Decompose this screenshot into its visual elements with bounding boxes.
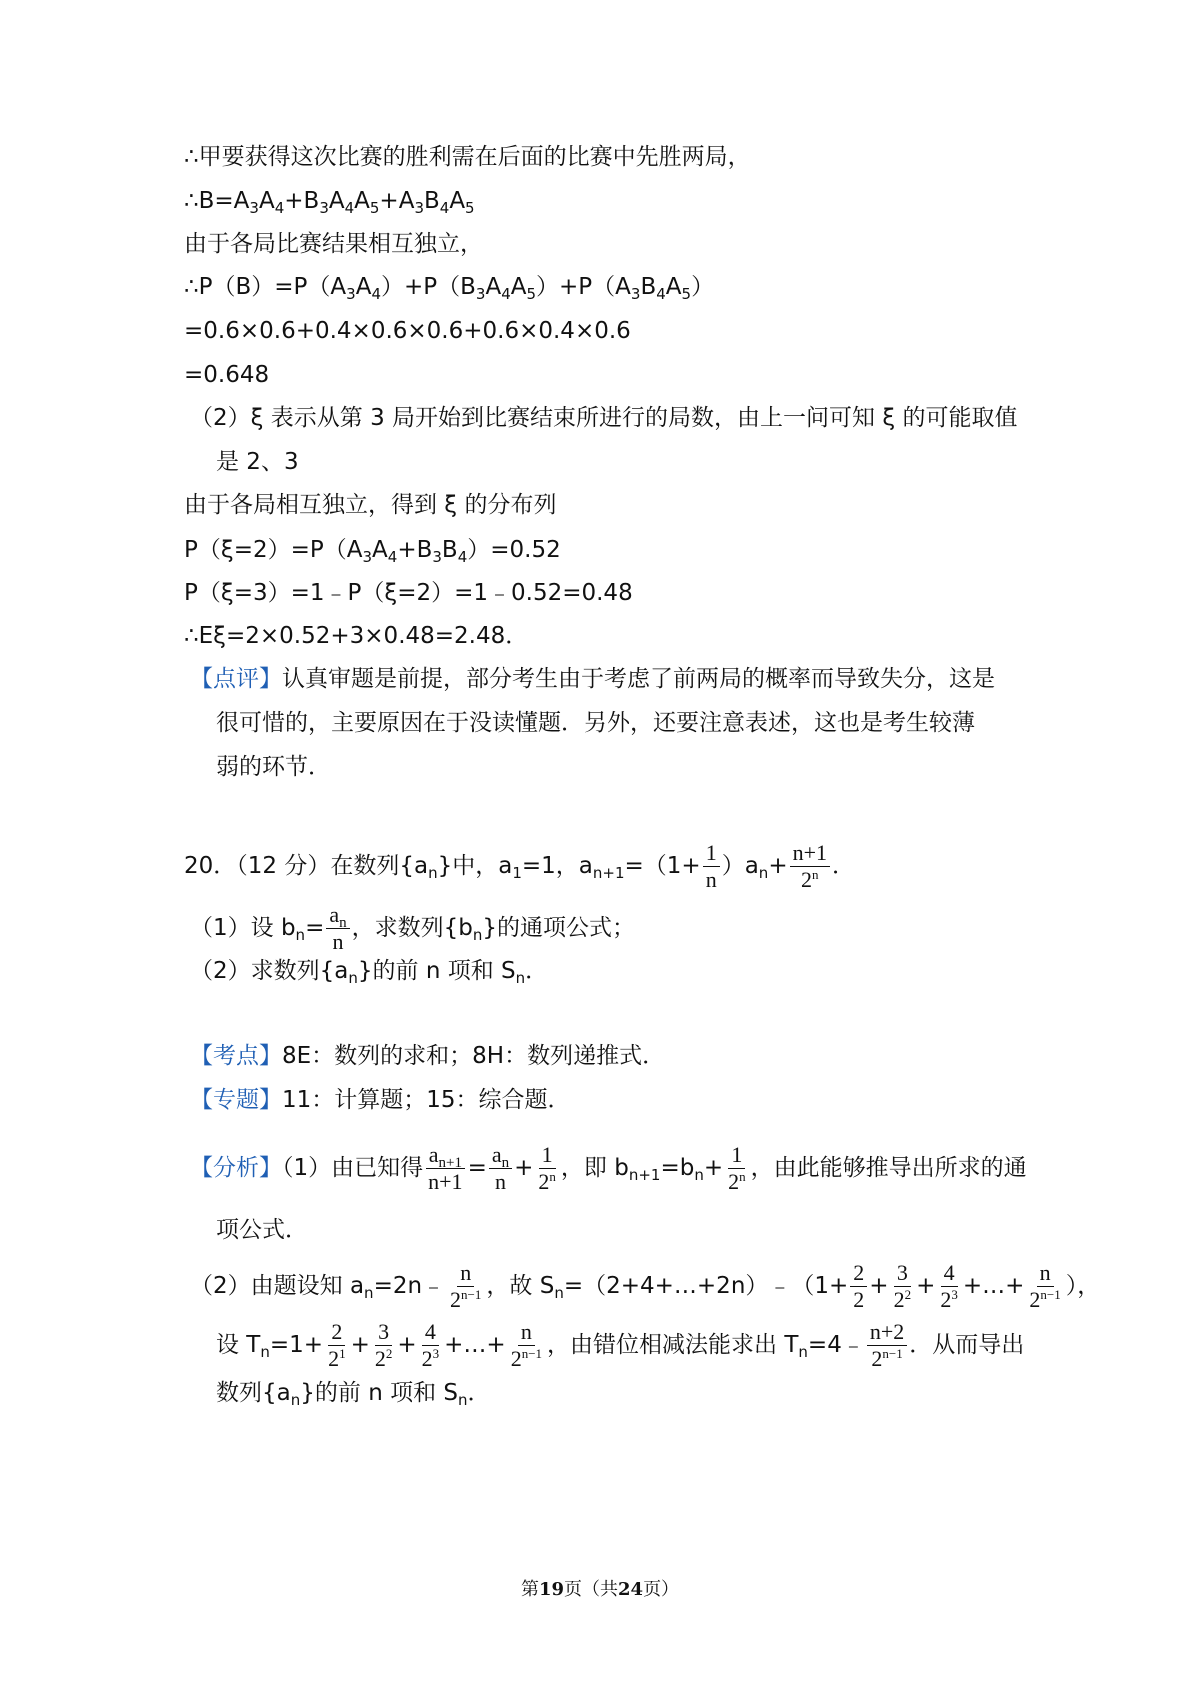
fenxi-line-cont: 项公式． (216, 1217, 308, 1243)
fenxi-tag: 【分析】 (190, 1155, 282, 1181)
comment-line (190, 664, 995, 694)
problem-20-part2: （2）求数列$\{a_n\}$的前 n 项和 $S_n$． (190, 958, 549, 987)
fenxi-part2-end: 数列$\{a_n\}$的前 n 项和 $S_n$． (216, 1380, 491, 1409)
solution-line: 由于各局相互独立，得到 ξ 的分布列 (184, 492, 557, 518)
calc-result: =0.648 (184, 362, 270, 388)
problem-20-statement: 20．（12 分）在数列$\{a_n\}$中，$a_1=1$，$a_{n+1}=(1+$ $\frac{1}{n}$ ）$a_n+$ $\frac{n+1}{2^n}$ ． (184, 840, 856, 892)
footer-middle: 页（共 (564, 1579, 618, 1600)
kaodian-tag: 【考点】 (190, 1043, 282, 1069)
fenxi-part2: （2）由题设知 $a_n=2n﹣$ $\frac{n}{2^{n-1}}$ ，故 $S_n=(2+4+\dots+2n)﹣(1+$ $\frac{2}{2}$ + $\frac{3}{2^2}$ + $\frac{4}{2^3}$ +…+ $\frac{n}{2^{n-1}}$ ）， (190, 1260, 1101, 1312)
event-expression: $\therefore B=A_3A_4+B_3A_4A_5+A_3B_4A_5$ (184, 188, 475, 217)
page-footer (0, 1575, 1200, 1601)
comment-line-3: 弱的环节． (216, 754, 331, 780)
part2-line-cont: 是 2、3 (216, 449, 299, 475)
solution-line: ∴甲要获得这次比赛的胜利需在后面的比赛中先胜两局， (184, 144, 751, 170)
part2-line: （2）ξ 表示从第 3 局开始到比赛结束所进行的局数，由上一问可知 ξ 的可能取值 (190, 405, 1018, 431)
probability-expression: $\therefore P(B)=P(A_3A_4)+P(B_3A_4A_5)+P(A_3B_4A_5)$ (184, 274, 715, 303)
expectation-line: ∴Eξ=2×0.52+3×0.48=2.48． (184, 623, 529, 649)
distribution-p2: $P(\xi=2)=P(A_3A_4+B_3B_4)=0.52$ (184, 537, 561, 566)
zhuanti-text: 11：计算题；15：综合题． (282, 1087, 571, 1113)
page-number: 19 (538, 1579, 564, 1600)
comment-line-2: 很可惜的，主要原因在于没读懂题．另外，还要注意表述，这也是考生较薄 (216, 710, 975, 736)
comment-tag: 【点评】 (190, 666, 282, 692)
calc-line: =0.6×0.6+0.4×0.6×0.6+0.6×0.4×0.6 (184, 318, 631, 344)
zhuanti-line (190, 1085, 571, 1115)
comment-text: 认真审题是前提，部分考生由于考虑了前两局的概率而导致失分，这是 (282, 666, 995, 692)
footer-prefix: 第 (520, 1579, 539, 1600)
fenxi-line: 【分析】（1）由已知得 $\frac{a_{n+1}}{n+1}$ = $\frac{a_n}{n}$ + $\frac{1}{2^n}$ ，即 $b_{n+1}=b_n+$ $\frac{1}{2^n}$ ，由此能够推导出所求的通 (190, 1142, 1027, 1194)
footer-suffix: 页） (643, 1579, 680, 1600)
fenxi-part2-cont: 设 $T_n=1+$ $\frac{2}{2^1}$ + $\frac{3}{2^2}$ + $\frac{4}{2^3}$ +…+ $\frac{n}{2^{n-1}}$ ，由错位相减法能求出 $T_n=4﹣$ $\frac{n+2}{2^{n-1}}$ ．从而导出 (216, 1319, 1025, 1371)
problem-20-part1: （1）设 $b_n=$ $\frac{a_n}{n}$ ，求数列$\{b_n\}$的通项公式； (190, 902, 635, 954)
total-pages: 24 (618, 1579, 644, 1600)
kaodian-text: 8E：数列的求和；8H：数列递推式． (282, 1043, 666, 1069)
solution-line: 由于各局比赛结果相互独立， (184, 231, 483, 257)
zhuanti-tag: 【专题】 (190, 1087, 282, 1113)
kaodian-line (190, 1041, 665, 1071)
distribution-p3: P（ξ=3）=1﹣P（ξ=2）=1﹣0.52=0.48 (184, 580, 633, 606)
